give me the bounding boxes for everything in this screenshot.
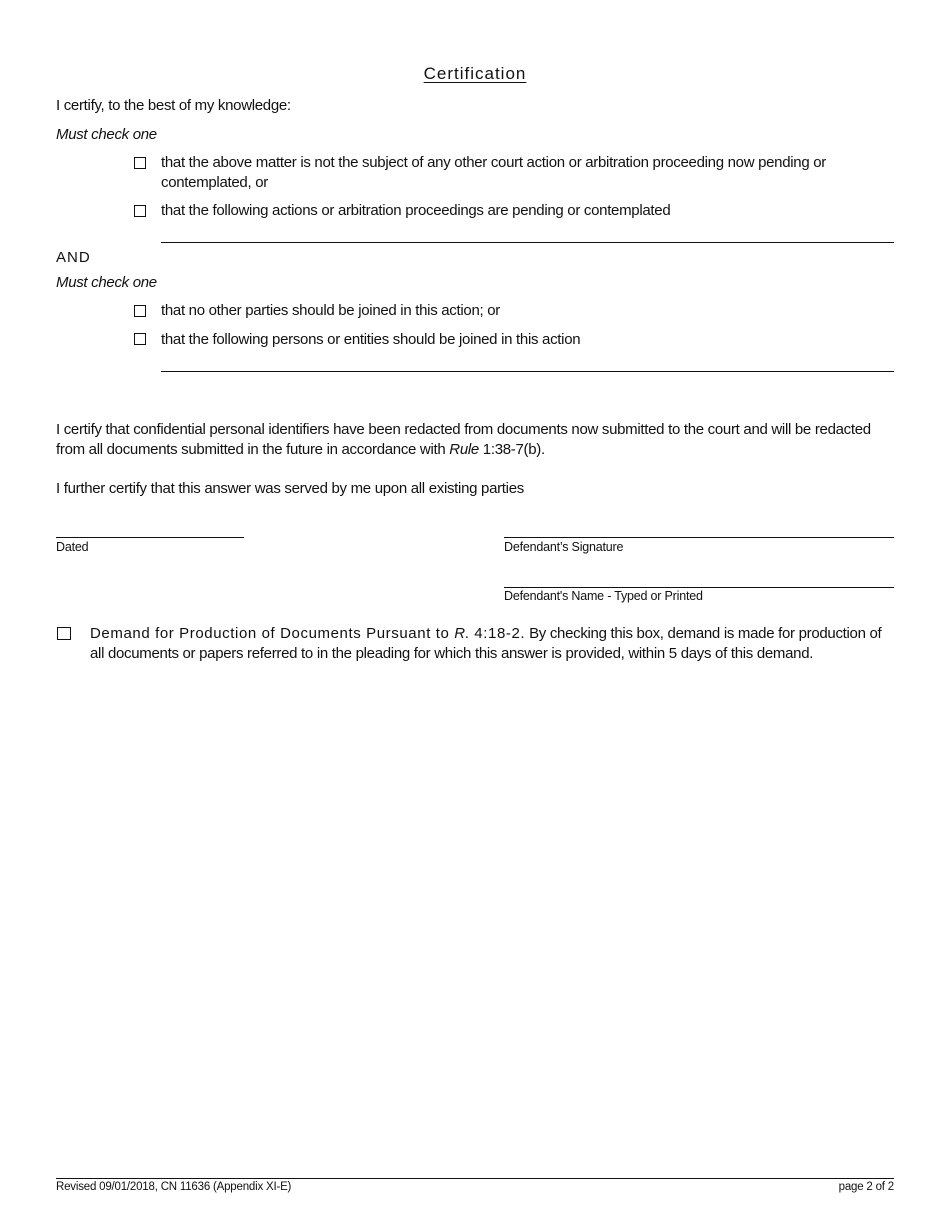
dated-label: Dated: [56, 540, 89, 554]
demand-paragraph: [90, 624, 895, 663]
no-other-parties-label: that no other parties should be joined in this action; or: [161, 302, 500, 319]
signature-label: Defendant’s Signature: [504, 540, 624, 554]
actions-pending-label: that the following actions or arbitration proceedings are pending or contemplated: [161, 202, 671, 219]
rule-word: Rule: [449, 440, 479, 458]
footer-page-number: page 2 of 2: [838, 1181, 894, 1193]
redaction-text: I certify that confidential personal identifiers have been redacted from documents now submitted to the court and will be redacted from all documents submitted in the future in accordance with: [56, 421, 871, 458]
page-title: Certification: [423, 64, 527, 83]
dated-line[interactable]: [56, 537, 244, 538]
printed-name-label: Defendant's Name - Typed or Printed: [504, 589, 703, 603]
parties-entry-line[interactable]: [161, 371, 894, 372]
demand-rule-r: R: [454, 625, 465, 642]
parties-joined-label: that the following persons or entities should be joined in this action: [161, 331, 581, 348]
demand-body: By checking this box, demand is made for production of all documents or papers referred to in the pleading for which this answer is provided, within 5 days of this demand.: [90, 625, 882, 662]
rule-number: 1:38-7(b).: [478, 440, 545, 458]
intro-text: I certify, to the best of my knowledge:: [56, 97, 291, 114]
demand-lead: Demand for Production of Documents Pursuant to: [90, 625, 455, 642]
service-certification: I further certify that this answer was served by me upon all existing parties: [56, 480, 524, 497]
no-other-parties-checkbox[interactable]: [134, 305, 146, 317]
printed-name-line[interactable]: [504, 587, 894, 588]
no-other-action-checkbox[interactable]: [134, 157, 146, 169]
actions-pending-checkbox[interactable]: [134, 205, 146, 217]
must-check-one-label-2: Must check one: [56, 274, 157, 291]
demand-checkbox[interactable]: [57, 627, 71, 640]
and-label: AND: [56, 249, 91, 266]
no-other-action-label: that the above matter is not the subject of any other court action or arbitration proceeding now pending or contemplated, or: [161, 154, 826, 191]
redaction-certification: [56, 420, 901, 459]
signature-line[interactable]: [504, 537, 894, 538]
footer-revision: Revised 09/01/2018, CN 11636 (Appendix XI-E): [56, 1181, 292, 1193]
footer-rule: [56, 1178, 894, 1179]
parties-joined-checkbox[interactable]: [134, 333, 146, 345]
demand-rule-number: . 4:18-2.: [464, 625, 526, 642]
pending-actions-entry-line[interactable]: [161, 242, 894, 243]
must-check-one-label: Must check one: [56, 126, 157, 143]
